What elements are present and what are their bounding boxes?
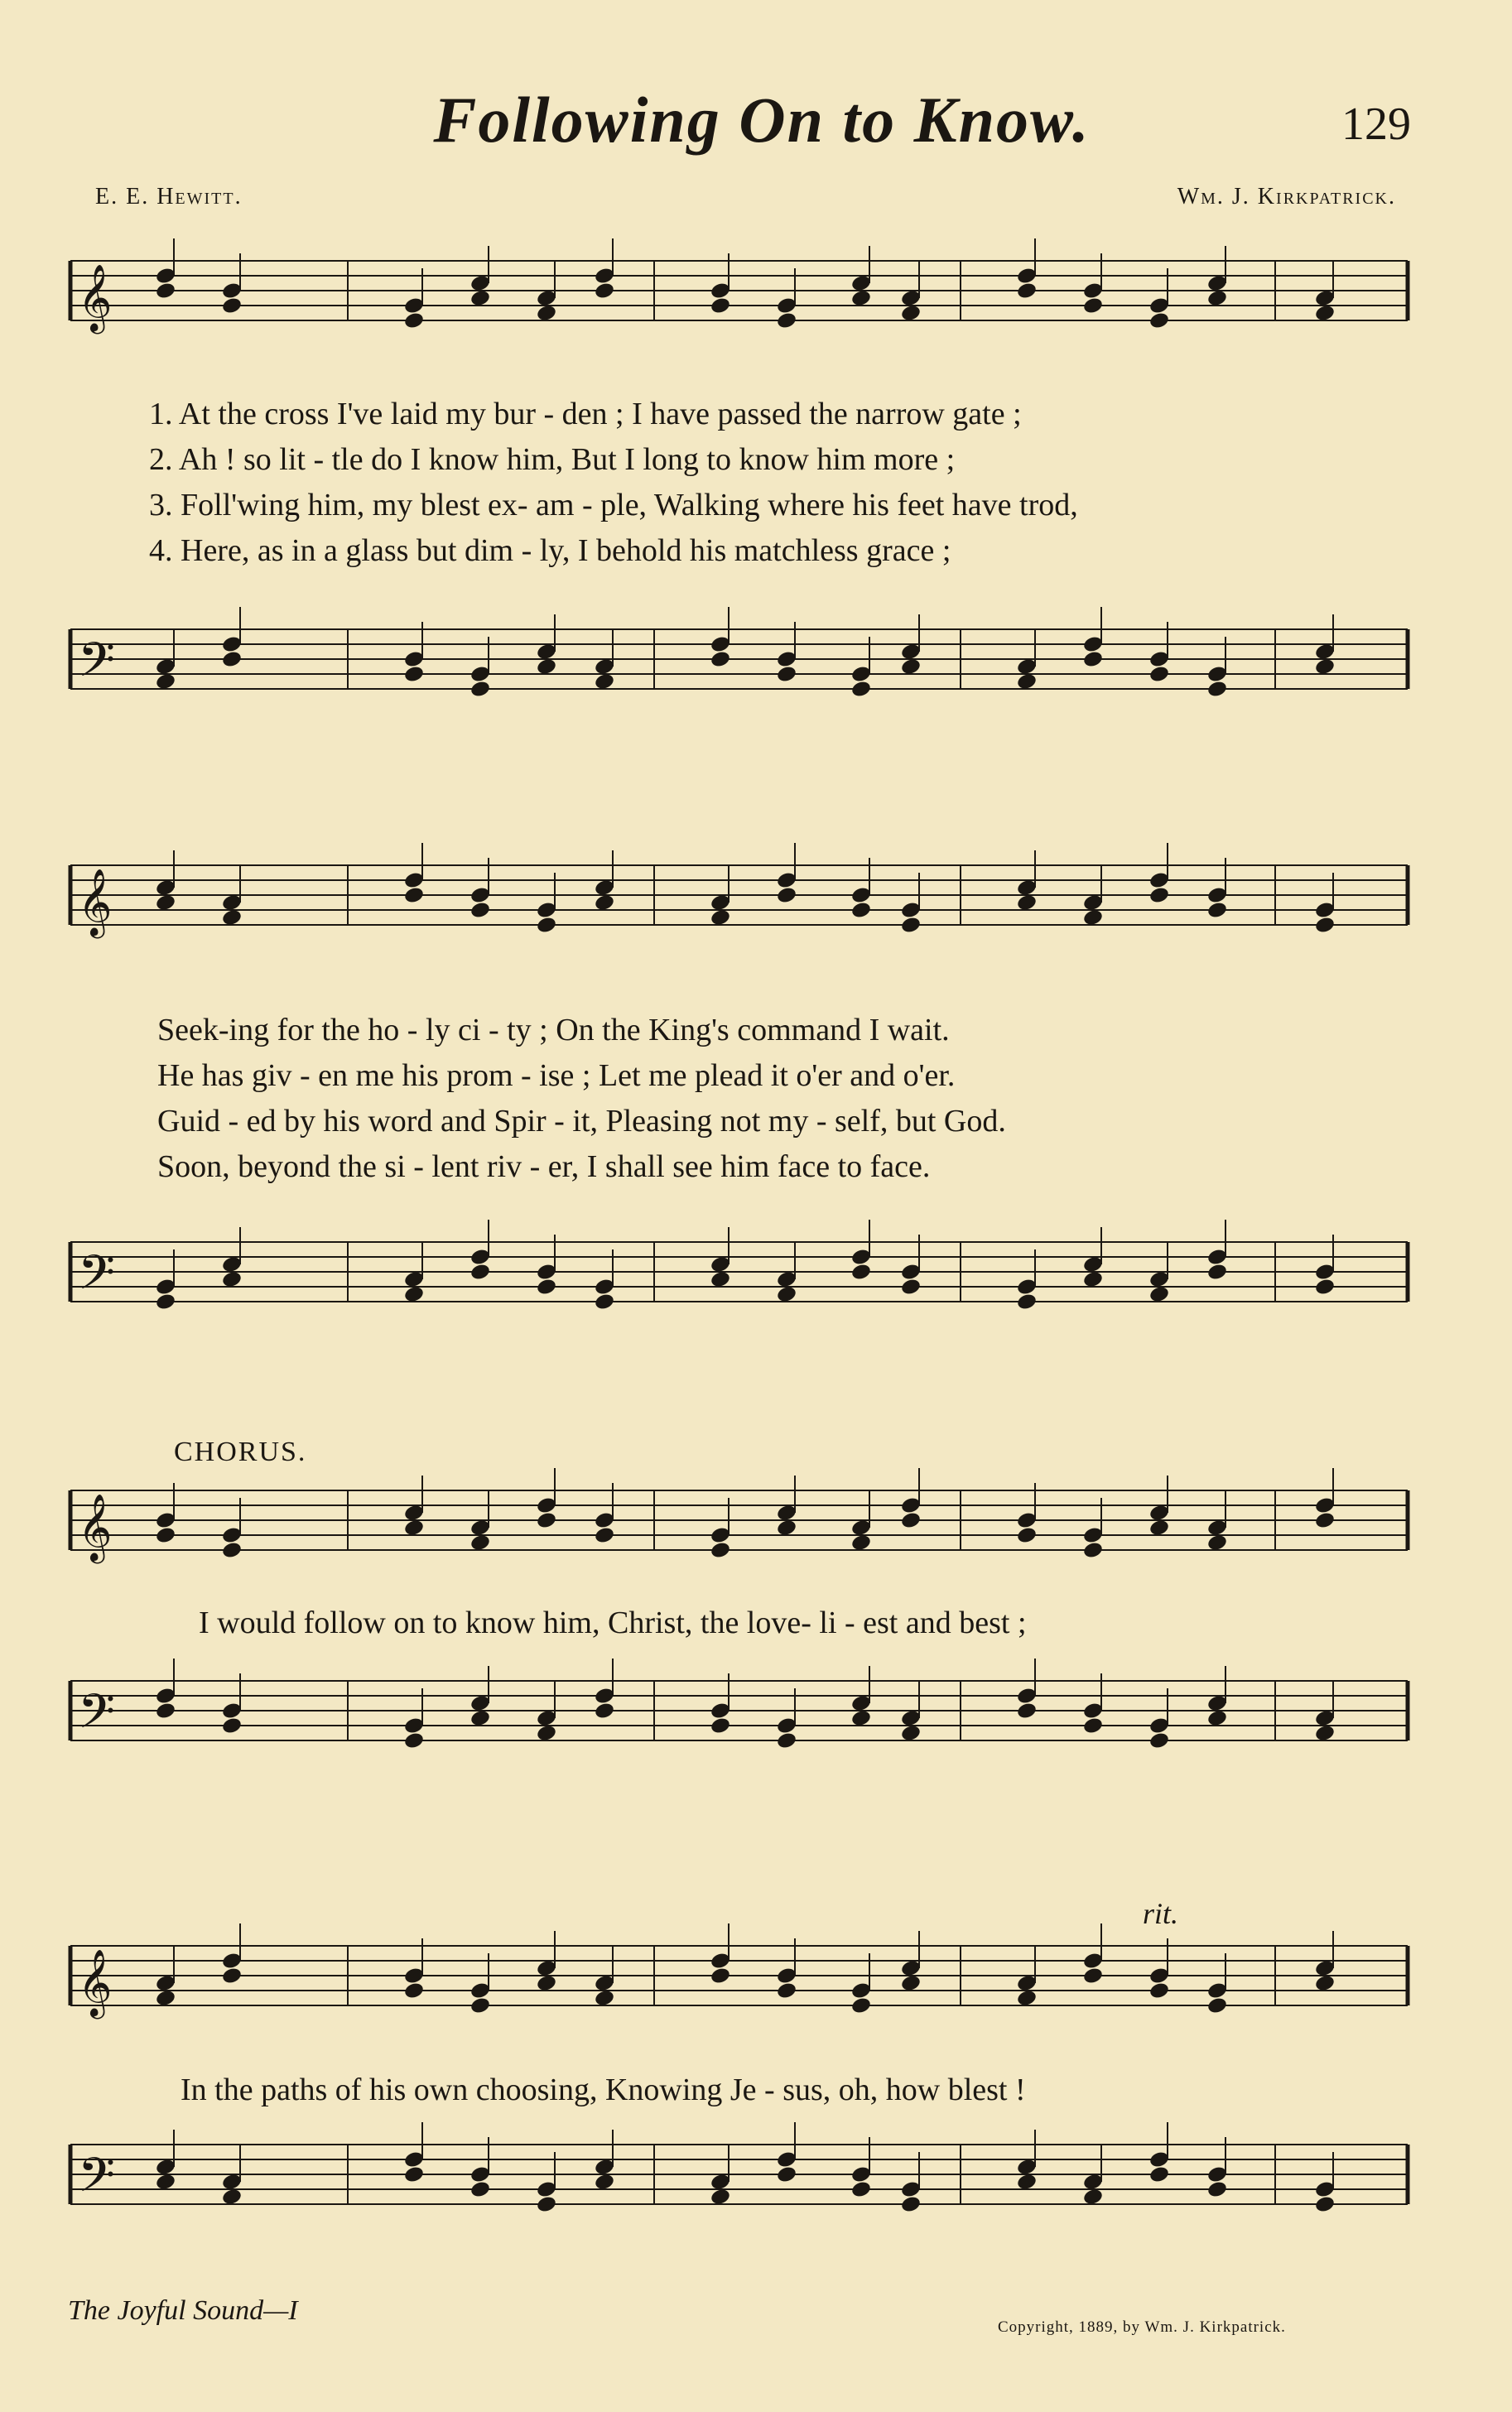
- composer-credit: Wm. J. Kirkpatrick.: [1177, 184, 1396, 209]
- bass-staff-system-1: [66, 604, 1433, 753]
- svg-text:𝄢: 𝄢: [78, 2147, 116, 2215]
- bass-staff-system-2: [66, 1217, 1433, 1366]
- svg-text:𝄢: 𝄢: [78, 632, 116, 700]
- svg-text:𝄞: 𝄞: [78, 263, 113, 331]
- verse-line-4a: 4. Here, as in a glass but dim - ly, I behold his matchless grace ;: [149, 533, 951, 568]
- copyright-notice: Copyright, 1889, by Wm. J. Kirkpatrick.: [998, 2318, 1286, 2336]
- ritardando-mark: rit.: [1143, 1897, 1179, 1930]
- svg-text:𝄢: 𝄢: [78, 1683, 116, 1751]
- bass-staff-system-3: [66, 1656, 1433, 1822]
- book-title: The Joyful Sound—I: [68, 2295, 298, 2326]
- treble-staff-system-2: [66, 840, 1433, 989]
- hymn-title: Following On to Know.: [433, 84, 1091, 156]
- chorus-line-1: I would follow on to know him, Christ, the love- li - est and best ;: [199, 1606, 1027, 1640]
- svg-text:𝄞: 𝄞: [78, 1493, 113, 1561]
- svg-text:𝄞: 𝄞: [78, 868, 113, 936]
- verse-line-4b: Soon, beyond the si - lent riv - er, I shall see him face to face.: [157, 1149, 931, 1184]
- verse-line-3a: 3. Foll'wing him, my blest ex- am - ple, Walking where his feet have trod,: [149, 488, 1078, 522]
- author-credit: E. E. Hewitt.: [95, 184, 243, 209]
- svg-text:𝄞: 𝄞: [78, 1948, 113, 2016]
- chorus-line-2: In the paths of his own choosing, Knowing Je - sus, oh, how blest !: [181, 2073, 1026, 2107]
- verse-line-1b: Seek-ing for the ho - ly ci - ty ; On the King's command I wait.: [157, 1013, 950, 1047]
- svg-text:𝄢: 𝄢: [78, 1245, 116, 1312]
- verse-line-1a: 1. At the cross I've laid my bur - den ; I have passed the narrow gate ;: [149, 397, 1022, 431]
- treble-staff-system-4: [66, 1921, 1433, 2062]
- page-number: 129: [1341, 99, 1411, 150]
- verse-line-2a: 2. Ah ! so lit - tle do I know him, But I long to know him more ;: [149, 442, 956, 477]
- treble-staff-system-1: [66, 236, 1433, 377]
- verse-line-2b: He has giv - en me his prom - ise ; Let me plead it o'er and o'er.: [157, 1058, 956, 1093]
- treble-staff-system-3: [66, 1466, 1433, 1606]
- verse-line-3b: Guid - ed by his word and Spir - it, Pleasing not my - self, but God.: [157, 1104, 1006, 1139]
- bass-staff-system-4: [66, 2120, 1433, 2285]
- chorus-label: CHORUS.: [174, 1437, 307, 1467]
